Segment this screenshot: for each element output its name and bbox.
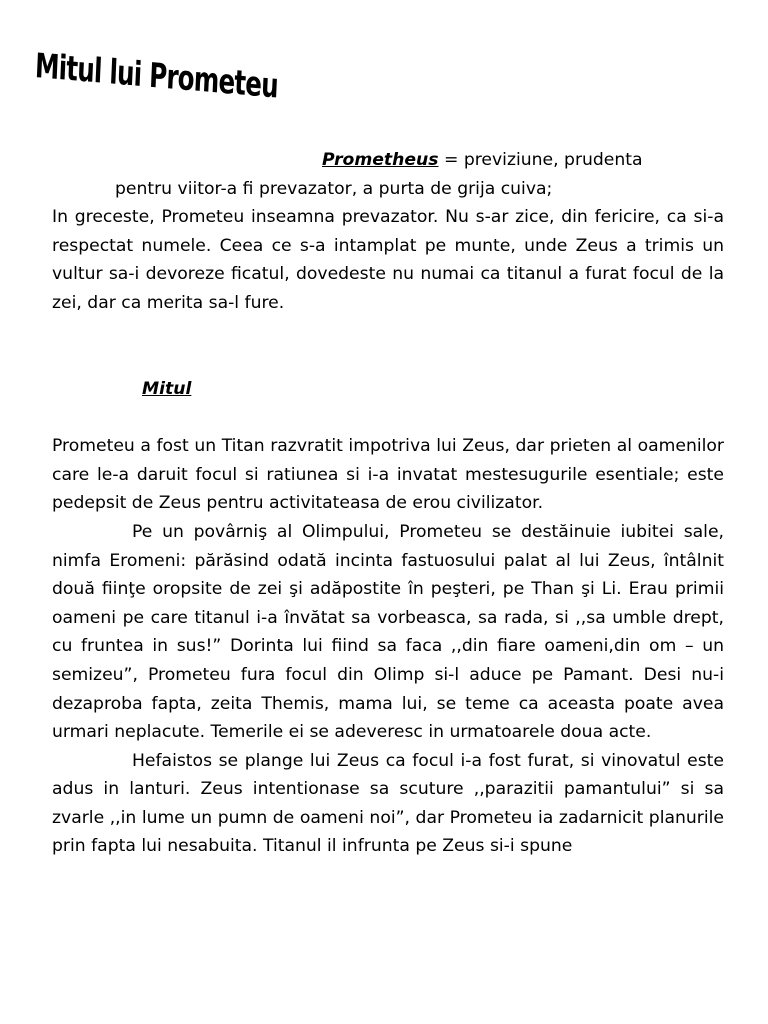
intro-definition-line (52, 146, 724, 175)
body-paragraph: Pe un povârniş al Olimpului, Prometeu se destăinuie iubitei sale, nimfa Eromeni: părăsind odată incinta fastuosului palat al lui Zeus, întâlnit două fiinţe oropsite de zei şi adăpostite în peşteri, pe Than şi Li. Erau primii oameni pe care titanul i-a învătat sa vorbeasca, sa rada, si ,,sa umble drept, cu fruntea in sus!” Dorinta lui fiind sa faca ,,din fiare oameni,din om – un semizeu”, Prometeu fura focul din Olimp si-l aduce pe Pamant. Desi nu-i dezaproba fapta, zeita Themis, mama lui, se teme ca aceasta poate avea urmari neplacute. Temerile ei se adeveresc in urmatoarele doua acte. (52, 521, 724, 743)
body-paragraph: Hefaistos se plange lui Zeus ca focul i-a fost furat, si vinovatul este adus in lanturi. Zeus intentionase sa scuture ,,parazitii pamantului” si sa zvarle ,,in lume un pumn de oameni noi”, dar Prometeu ia zadarnicit planurile prin fapta lui nesabuita. Titanul il infrunta pe Zeus si-i spune (52, 750, 724, 857)
document-title: Mitul lui Prometeu (34, 46, 279, 107)
intro-paragraph: In greceste, Prometeu inseamna prevazator. Nu s-ar zice, din fericire, ca si-a respectat numele. Ceea ce s-a intamplat pe munte, unde Zeus a trimis un vultur sa-i devoreze ficatul, dovedeste nu numai ca titanul a furat focul de la zei, dar ca merita sa-l fure. (52, 207, 724, 313)
intro-definition: = previziune, prudenta (438, 150, 643, 170)
intro-definition-continuation: pentru viitor-a fi prevazator, a purta de grija cuiva; (115, 178, 553, 199)
intro-term: Prometheus (322, 150, 439, 170)
body-paragraph: Prometeu a fost un Titan razvratit impotriva lui Zeus, dar prieten al oamenilor care le-a daruit focul si ratiunea si i-a invatat mestesugurile esentiale; este pedepsit de Zeus pentru activitateasa de erou civilizator. (52, 436, 724, 514)
section-heading: Mitul (142, 378, 192, 399)
document-body (52, 146, 724, 861)
